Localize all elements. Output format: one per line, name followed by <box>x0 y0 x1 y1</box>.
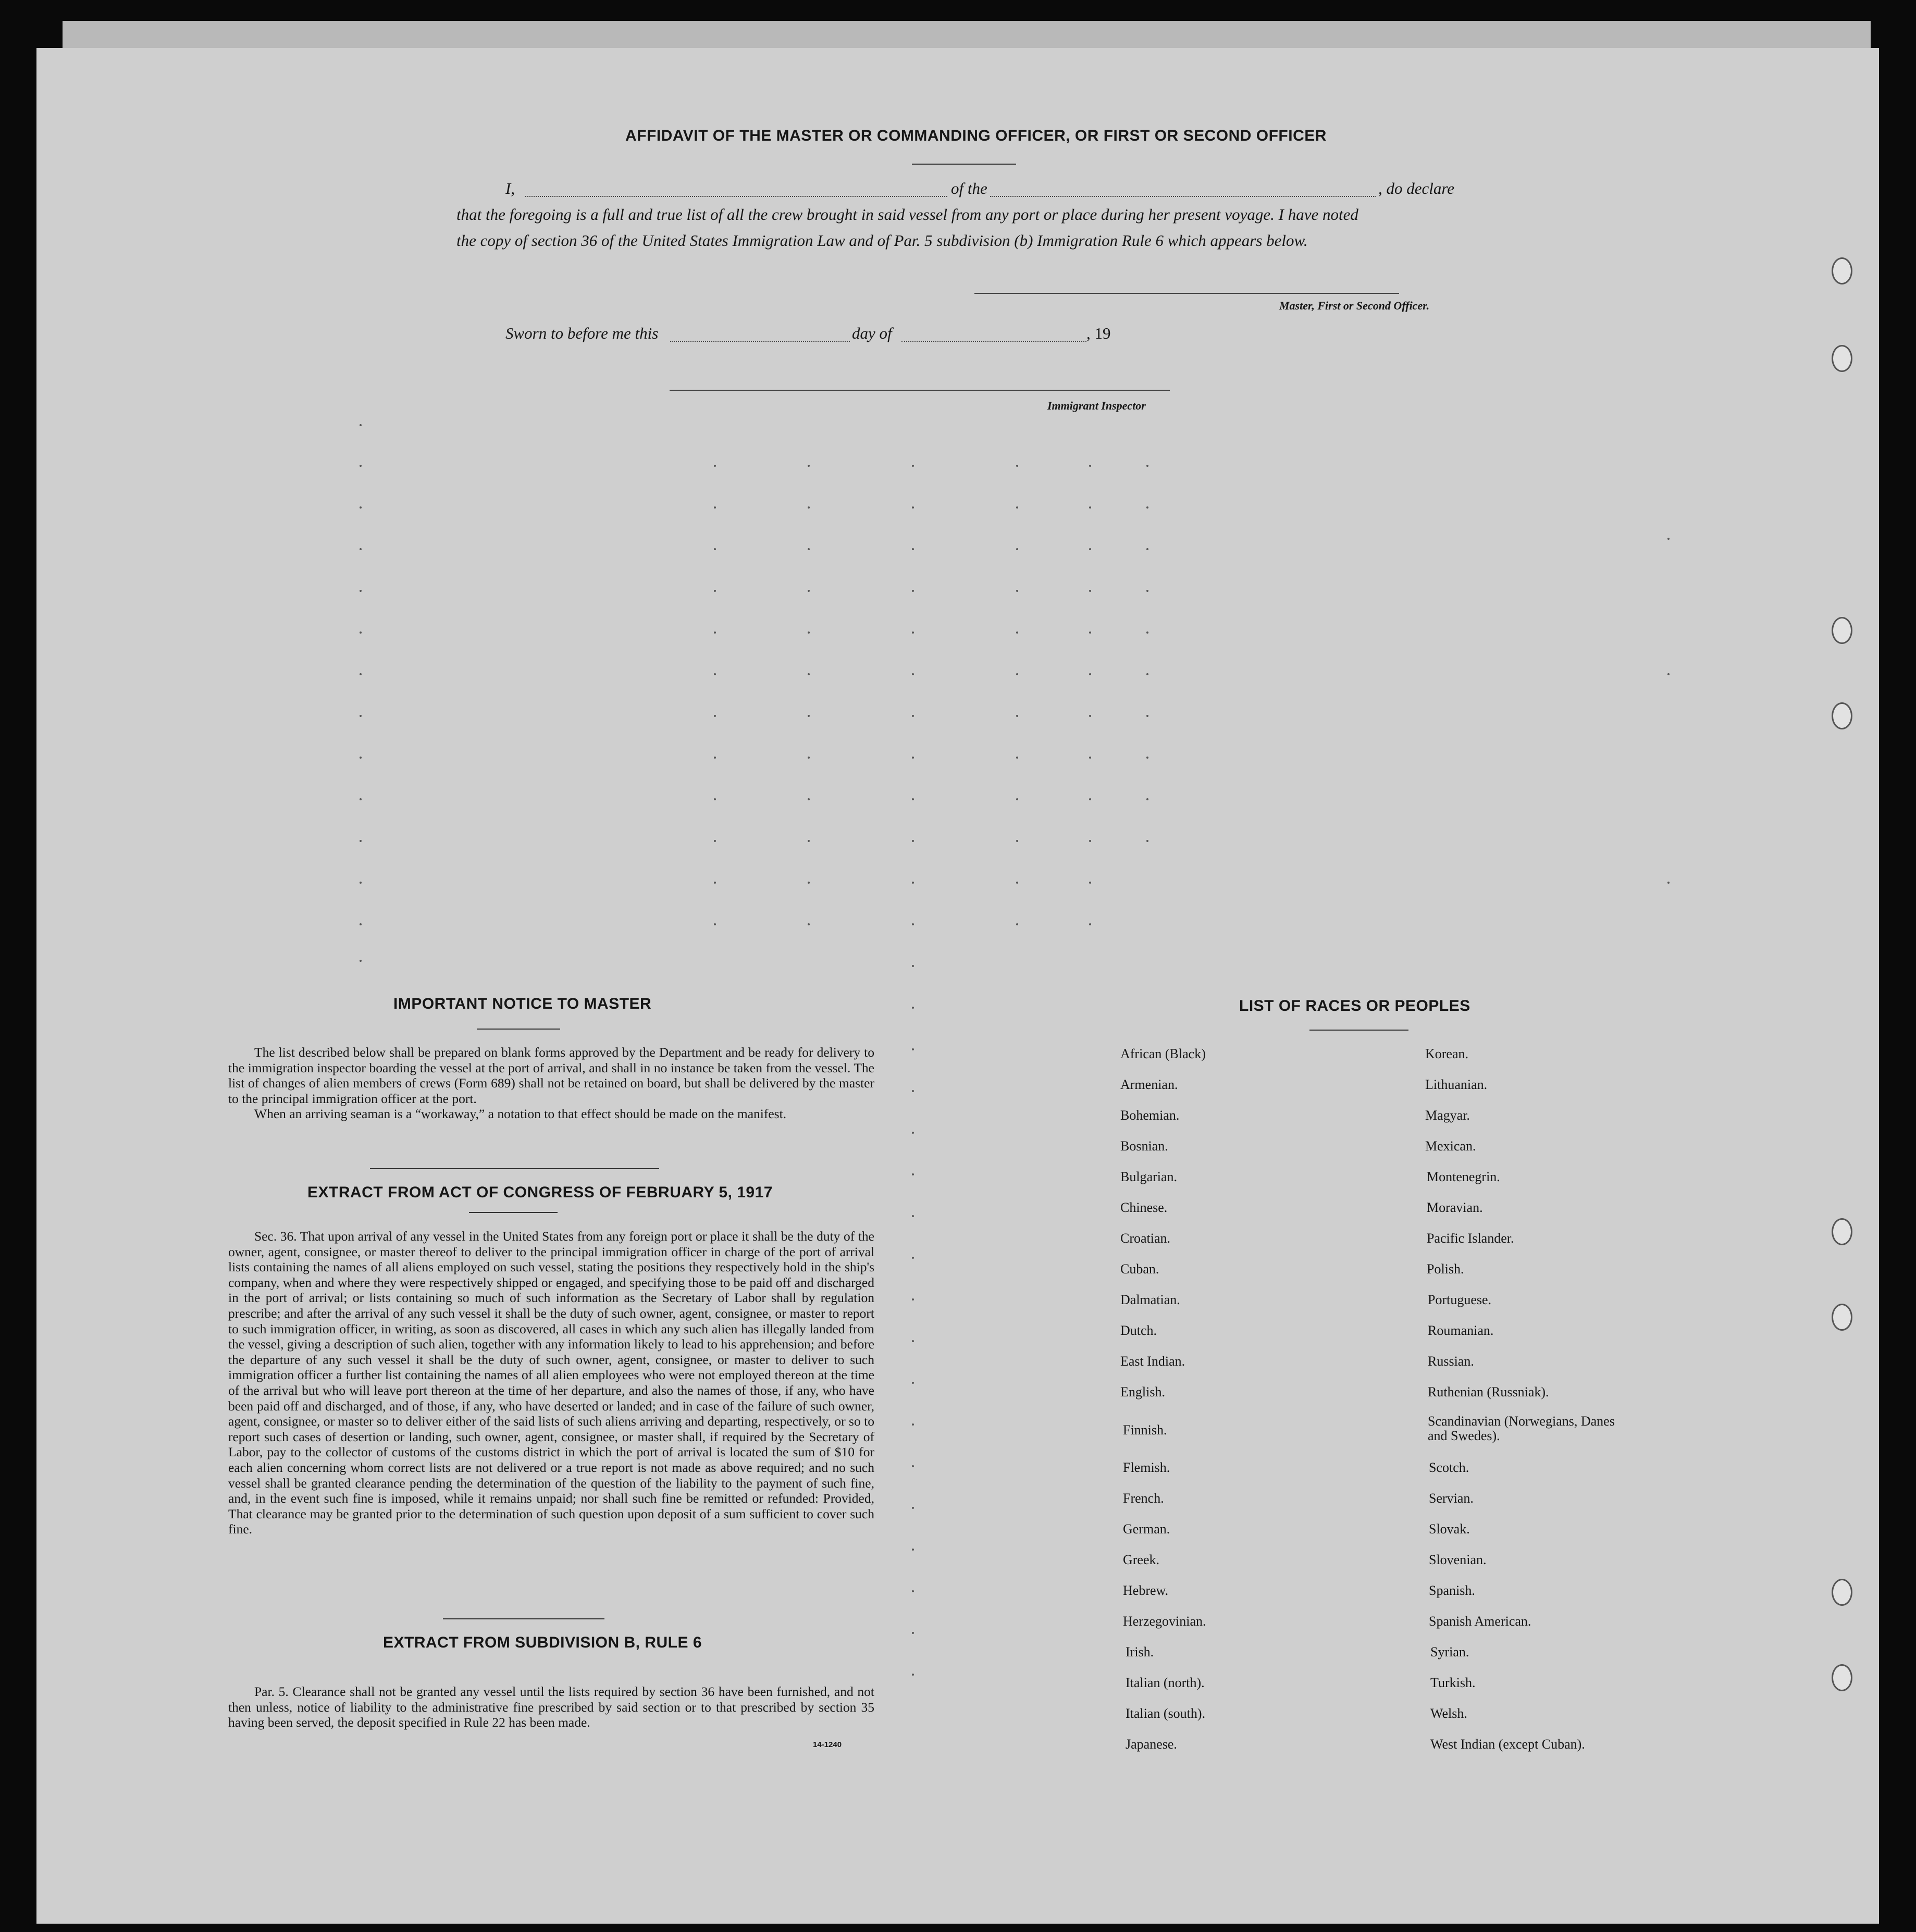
affidavit-of-the: of the <box>951 179 987 197</box>
binder-hole <box>1832 257 1852 284</box>
inspector-label: Immigrant Inspector <box>1047 399 1146 412</box>
race-item: Turkish. <box>1430 1675 1476 1690</box>
race-item: Finnish. <box>1123 1422 1167 1438</box>
race-item: Italian (north). <box>1126 1675 1205 1690</box>
race-item: Syrian. <box>1430 1644 1469 1659</box>
master-label: Master, First or Second Officer. <box>1279 299 1430 312</box>
binder-hole <box>1832 1304 1852 1331</box>
document-page <box>36 48 1879 1924</box>
binder-hole <box>1832 345 1852 372</box>
race-item: Scandinavian (Norwegians, Danes and Swedes). <box>1428 1414 1615 1443</box>
race-item: Korean. <box>1425 1046 1469 1061</box>
race-item: Chinese. <box>1120 1200 1168 1215</box>
race-item: Bulgarian. <box>1120 1169 1178 1184</box>
race-item: Dutch. <box>1120 1323 1157 1338</box>
day-of-text: day of <box>852 324 892 342</box>
binder-hole <box>1832 1664 1852 1691</box>
race-item: Spanish American. <box>1429 1614 1531 1629</box>
binder-hole <box>1832 1579 1852 1606</box>
race-item: Portuguese. <box>1428 1292 1492 1307</box>
race-item: Cuban. <box>1120 1261 1159 1277</box>
year-text: , 19 <box>1086 324 1111 342</box>
race-item: Servian. <box>1429 1491 1474 1506</box>
notice-paragraph-1: The list described below shall be prepared on blank forms approved by the Department and be ready for delivery to the immigration inspector boarding the vessel at the port of arrival, and shall in no instance be taken from the vessel. The list of changes of alien members of crews (Form 689) shall not be retained on board, but shall be delivered by the master to the principal immigration officer at the port. <box>228 1045 874 1106</box>
master-signature-line[interactable] <box>974 293 1399 294</box>
race-item: Scotch. <box>1429 1460 1469 1475</box>
race-item: English. <box>1120 1384 1165 1400</box>
act-title: EXTRACT FROM ACT OF CONGRESS OF FEBRUARY 5, 1917 <box>307 1184 773 1201</box>
race-item: Ruthenian (Russniak). <box>1428 1384 1549 1400</box>
act-separator-rule <box>370 1168 659 1169</box>
race-item: Croatian. <box>1120 1231 1171 1246</box>
race-item: Moravian. <box>1427 1200 1483 1215</box>
race-item: Hebrew. <box>1123 1583 1169 1598</box>
race-item: Spanish. <box>1429 1583 1475 1598</box>
rule-title: EXTRACT FROM SUBDIVISION B, RULE 6 <box>383 1634 702 1651</box>
race-item: Dalmatian. <box>1120 1292 1180 1307</box>
race-item: Bosnian. <box>1120 1138 1168 1154</box>
race-item: Irish. <box>1126 1644 1154 1659</box>
rule-paragraph-5: Par. 5. Clearance shall not be granted any vessel until the lists required by section 36 have been furnished, and not then unless, notice of liability to the administrative fine prescribed by said section or to that prescribed by section 35 having been served, the deposit specified in Rule 22 has been made. <box>228 1684 874 1730</box>
race-item: West Indian (except Cuban). <box>1430 1737 1585 1752</box>
notice-rule <box>477 1029 560 1030</box>
affidavit-line2: that the foregoing is a full and true list of all the crew brought in said vessel from any port or place during her present voyage. I have noted <box>456 205 1358 224</box>
race-item: Flemish. <box>1123 1460 1170 1475</box>
act-rule <box>469 1212 558 1213</box>
sworn-text: Sworn to before me this <box>505 324 659 342</box>
rule-body <box>228 1684 874 1730</box>
race-item: Slovenian. <box>1429 1552 1487 1567</box>
binder-hole <box>1832 617 1852 644</box>
affidavit-declare: , do declare <box>1378 179 1455 197</box>
sworn-month-field[interactable] <box>901 341 1086 342</box>
notice-body <box>228 1045 874 1122</box>
race-item: Russian. <box>1428 1354 1474 1369</box>
race-item: Pacific Islander. <box>1427 1231 1514 1246</box>
race-item: Japanese. <box>1126 1737 1177 1752</box>
act-body <box>228 1229 874 1537</box>
race-item: Bohemian. <box>1120 1108 1180 1123</box>
race-item: Slovak. <box>1429 1521 1470 1537</box>
race-item: Polish. <box>1427 1261 1464 1277</box>
officer-name-field[interactable] <box>525 196 947 197</box>
race-item: Lithuanian. <box>1425 1077 1488 1092</box>
race-item: African (Black) <box>1120 1046 1206 1061</box>
sworn-day-field[interactable] <box>670 341 850 342</box>
affidavit-i: I, <box>505 179 515 197</box>
inspector-signature-line[interactable] <box>670 390 1170 391</box>
race-item: Mexican. <box>1425 1138 1476 1154</box>
binder-hole <box>1832 1218 1852 1245</box>
rule-separator-rule <box>443 1618 604 1619</box>
races-title: LIST OF RACES OR PEOPLES <box>1239 997 1470 1014</box>
race-item: Armenian. <box>1120 1077 1178 1092</box>
race-item: Roumanian. <box>1428 1323 1494 1338</box>
race-item: German. <box>1123 1521 1170 1537</box>
race-item: Herzegovinian. <box>1123 1614 1206 1629</box>
race-item: Magyar. <box>1425 1108 1470 1123</box>
race-item: Italian (south). <box>1126 1706 1206 1721</box>
notice-paragraph-2: When an arriving seaman is a “workaway,” a notation to that effect should be made on the manifest. <box>254 1106 787 1122</box>
race-item: East Indian. <box>1120 1354 1185 1369</box>
race-item: French. <box>1123 1491 1164 1506</box>
affidavit-title: AFFIDAVIT OF THE MASTER OR COMMANDING OFFICER, OR FIRST OR SECOND OFFICER <box>625 127 1327 144</box>
vessel-name-field[interactable] <box>990 196 1376 197</box>
notice-title: IMPORTANT NOTICE TO MASTER <box>393 995 652 1012</box>
affidavit-line3: the copy of section 36 of the United States Immigration Law and of Par. 5 subdivision (b) Immigration Rule 6 which appears below. <box>456 231 1308 250</box>
act-section-36: Sec. 36. That upon arrival of any vessel in the United States from any foreign port or place it shall be the duty of the owner, agent, consignee, or master thereof to deliver to the principal immigration officer in charge of the port of arrival lists containing the names of all aliens employed on such vessel, stating the positions they respectively hold in the ship's company, when and where they were respectively shipped or engaged, and specifying those to be paid off and discharged in the port of arrival; or lists containing so much of such information as the Secretary of Labor shall by regulation prescribe; and after the arrival of any such vessel it shall be the duty of such owner, agent, consignee, or master to report to such immigration officer, in writing, as soon as discovered, all cases in which any such alien has illegally landed from the vessel, giving a description of such alien, together with any information likely to lead to his apprehension; and before the departure of any such vessel it shall be the duty of such owner, agent, consignee, or master to deliver to such immigration officer a further list containing the names of all alien employees who were not employed thereon at the time of the arrival but who will leave port thereon at the time of her departure, and also the names of those, if any, who have been paid off and discharged, and of those, if any, who have deserted or landed; and in case of the failure of such owner, agent, consignee, or master so to deliver either of the said lists of such aliens arriving and departing, respectively, or so to report such cases of desertion or landing, such owner, agent, consignee, or master shall, if required by the Secretary of Labor, pay to the collector of customs of the customs district in which the port of arrival is located the sum of $10 for each alien concerning whom correct lists are not delivered or a true report is not made as above required; and no such vessel shall be granted clearance pending the determination of the question of the liability to the payment of such fine, and, in the event such fine is imposed, while it remains unpaid; nor shall such fine be remitted or refunded: Provided, That clearance may be granted prior to the determination of such question upon deposit of a sum sufficient to cover such fine. <box>228 1229 874 1537</box>
race-item: Welsh. <box>1430 1706 1467 1721</box>
title-rule <box>912 164 1016 165</box>
race-item: Montenegrin. <box>1427 1169 1500 1184</box>
form-number: 14-1240 <box>813 1740 842 1749</box>
race-item: Greek. <box>1123 1552 1160 1567</box>
races-rule <box>1309 1030 1408 1031</box>
binder-hole <box>1832 702 1852 729</box>
